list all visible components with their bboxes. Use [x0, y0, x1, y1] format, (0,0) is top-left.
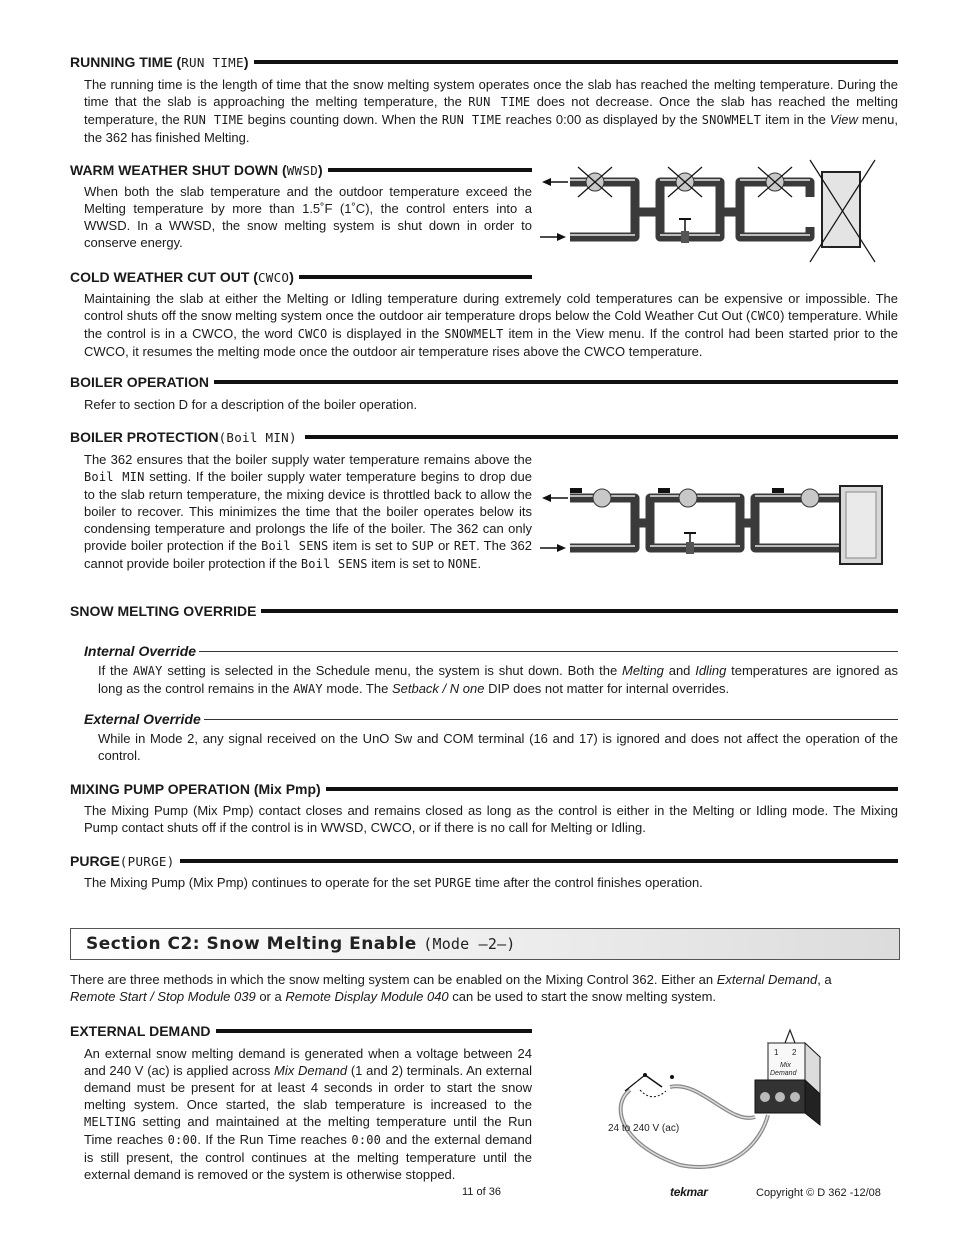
external-demand-heading: EXTERNAL DEMAND [70, 1022, 532, 1040]
external-override-heading: External Override [84, 710, 898, 728]
cwco-text: Maintaining the slab at either the Melting or Idling temperature during extremely cold temperatures can be expensive or impossible. The control shuts off the snow melting system once the outdoor air temperature drops below the Cold Weather Cut Out (CWCO) temperature. While the control is in a CWCO, the word CWCO is displayed in the SNOWMELT item in the View menu. If the control had been started prior to the CWCO, it resumes the melting mode once the outdoor air temperature rises above the CWCO temperature. [84, 291, 898, 359]
copyright: Copyright © D 362 -12/08 [756, 1187, 881, 1199]
mixing-pump-text: The Mixing Pump (Mix Pmp) contact closes and remains closed as long as the control is either in the Melting or Idling mode. The Mixing Pump contact shuts off if the control is in WWSD, CWCO, or if there is no call for Melting or Idling. [84, 803, 898, 835]
cwco-heading: COLD WEATHER CUT OUT ( CWCO ) [70, 268, 532, 286]
boiler-operation-heading: BOILER OPERATION [70, 373, 898, 391]
wwsd-piping-diagram [540, 157, 880, 267]
boiler-icon [810, 160, 875, 262]
internal-override-text: If the AWAY setting is selected in the Schedule menu, the system is shut down. Both the Melting and Idling temperatures are ignored as long as the control remains in the AWAY mode. The Setback / N one DIP does not matter for internal overrides. [98, 663, 898, 696]
snow-override-heading: SNOW MELTING OVERRIDE [70, 602, 898, 620]
purge-text: The Mixing Pump (Mix Pmp) continues to operate for the set PURGE time after the control finishes operation. [84, 875, 703, 890]
running-time-heading: RUNNING TIME ( RUN TIME ) [70, 53, 898, 71]
external-override-text: While in Mode 2, any signal received on the UnO Sw and COM terminal (16 and 17) is ignored and does not affect the operation of the control. [98, 731, 898, 763]
module-label-demand: Demand [770, 1070, 797, 1077]
external-demand-text: An external snow melting demand is generated when a voltage between 24 and 240 V (ac) is applied across Mix Demand (1 and 2) terminals. An external demand must be present for at least 4 seconds in order to start the snow melting system. Once started, the slab temperature is increased to the MELTING setting and maintained at the melting temperature until the Run Time reaches 0:00. If the Run Time reaches 0:00 and the external demand is still present, the control continues at the melting temperature until the external demand is removed or the system is otherwise stopped. [84, 1046, 533, 1182]
purge-heading: PURGE (PURGE) [70, 852, 898, 870]
brand-logo: tekmar [670, 1185, 708, 1199]
wwsd-heading: WARM WEATHER SHUT DOWN ( WWSD ) [70, 161, 532, 179]
external-demand-diagram [590, 1025, 840, 1170]
arrow-in-icon [540, 233, 566, 241]
wwsd-text: When both the slab temperature and the outdoor temperature exceed the Melting temperature by more than 1.5˚F (1˚C), the control enters into a WWSD. In a WWSD, the snow melting system is shut down in order to conserve energy. [84, 184, 532, 250]
return-pipe [570, 212, 635, 237]
boiler-protection-diagram [540, 478, 890, 578]
page-number: 11 of 36 [462, 1186, 501, 1198]
boiler-protection-text: The 362 ensures that the boiler supply water temperature remains above the Boil MIN setting. If the boiler supply water temperature begins to drop due to the slab return temperature, the mixing device is throttled back to allow the boiler to recover. This minimizes the time that the boiler operates below its condensing temperature and prolongs the life of the boiler. The 362 can only provide boiler protection if the Boil SENS item is set to SUP or RET. The 362 cannot provide boiler protection if the Boil SENS item is set to NONE. [84, 452, 532, 571]
terminal-2-label: 2 [792, 1048, 797, 1057]
boiler-protection-heading: BOILER PROTECTION (Boil MIN) [70, 428, 898, 446]
terminal-1-label: 1 [774, 1048, 779, 1057]
section-c2-banner [70, 928, 900, 960]
boiler-icon [840, 486, 882, 564]
heading-rule [254, 60, 899, 64]
internal-override-heading: Internal Override [84, 642, 898, 660]
module-label-mix: Mix [780, 1062, 791, 1069]
voltage-label: 24 to 240 V (ac) [608, 1123, 680, 1134]
section-title: Section C2: Snow Melting Enable (Mode —2—) [86, 934, 516, 954]
terminal-block-icon [755, 1030, 820, 1125]
section-intro: There are three methods in which the snow melting system can be enabled on the Mixing Control 362. Either an External Demand, a Remote Start / Stop Module 039 or a Remote Display Module 040 can be used to start the snow melting system. [70, 972, 832, 1004]
arrow-out-icon [542, 178, 568, 186]
running-time-text: The running time is the length of time that the snow melting system operates once the slab has reached the melting temperature. During the time that the slab is approaching the melting temperature, the RUN TIME does not decrease. Once the slab has reached the melting temperature, the RUN TIME begins counting down. When the RUN TIME reaches 0:00 as displayed by the SNOWMELT item in the View menu, the 362 has finished Melting. [84, 77, 898, 145]
boiler-operation-text: Refer to section D for a description of the boiler operation. [84, 397, 418, 412]
mixing-pump-heading: MIXING PUMP OPERATION (Mix Pmp) [70, 780, 898, 798]
